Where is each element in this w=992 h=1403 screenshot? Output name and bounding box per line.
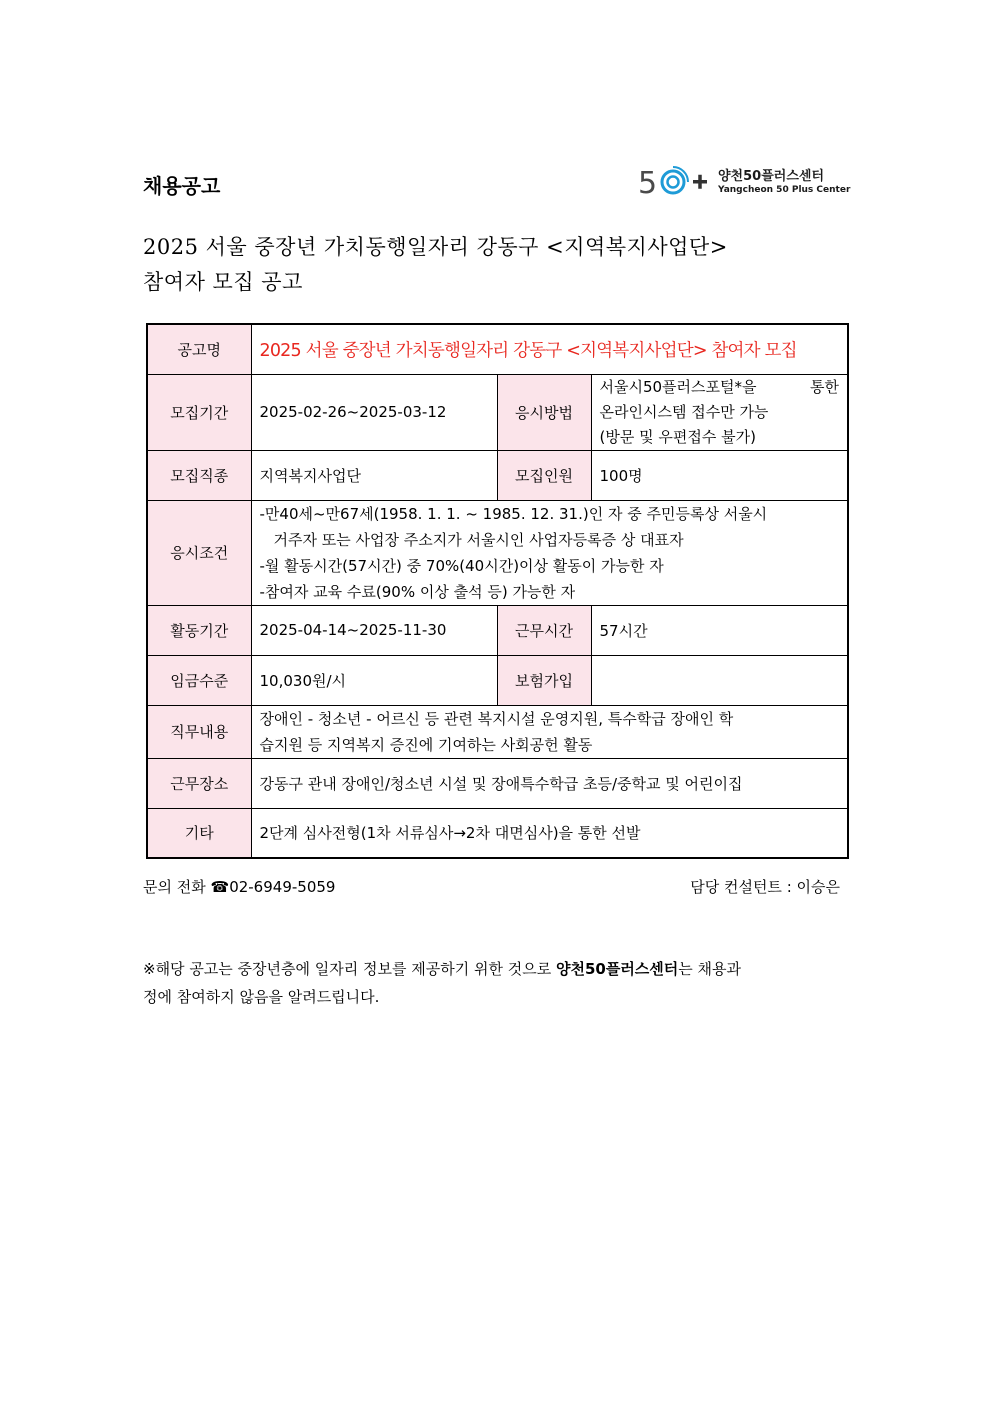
- headcount-value: 100명: [591, 450, 848, 500]
- table-row: [147, 808, 848, 858]
- job-info-table: [146, 323, 849, 859]
- table-row: [147, 605, 848, 655]
- activity-period-label: 활동기간: [147, 605, 251, 655]
- conditions-label: 응시조건: [147, 500, 251, 605]
- phone-label: 문의 전화: [143, 878, 211, 896]
- disclaimer: [143, 955, 849, 1011]
- apply-method-line1a: 서울시50플러스포털*을: [599, 377, 757, 396]
- disclaimer-prefix: ※해당 공고는 중장년층에 일자리 정보를 제공하기 위한 것으로: [143, 960, 556, 978]
- logo-english-name: Yangcheon 50 Plus Center: [718, 184, 851, 195]
- headcount-label: 모집인원: [497, 450, 591, 500]
- work-hours-label: 근무시간: [497, 605, 591, 655]
- job-type-value: 지역복지사업단: [251, 450, 497, 500]
- table-row: [147, 705, 848, 758]
- center-logo: [638, 165, 850, 199]
- consultant-name: 담당 컨설턴트 : 이승은: [690, 878, 840, 896]
- condition-line: -참여자 교육 수료(90% 이상 출석 등) 가능한 자: [259, 582, 576, 601]
- table-row: [147, 758, 848, 808]
- duties-value: [251, 705, 848, 758]
- disclaimer-suffix: 는 채용과: [678, 960, 742, 978]
- job-type-label: 모집직종: [147, 450, 251, 500]
- recruit-period-label: 모집기간: [147, 374, 251, 450]
- telephone-icon: ☎: [210, 878, 230, 896]
- page-title: [143, 230, 728, 300]
- apply-method-line2: 온라인시스템 접수만 가능: [599, 402, 769, 421]
- title-line-1: 2025 서울 중장년 가치동행일자리 강동구 <지역복지사업단>: [143, 235, 728, 259]
- table-row: [147, 655, 848, 705]
- apply-method-line1b: 통한: [810, 377, 840, 396]
- apply-method-label: 응시방법: [497, 374, 591, 450]
- disclaimer-line2: 정에 참여하지 않음을 알려드립니다.: [143, 988, 380, 1006]
- condition-line: 거주자 또는 사업장 주소지가 서울시인 사업자등록증 상 대표자: [273, 530, 684, 549]
- location-value: 강동구 관내 장애인/청소년 시설 및 장애특수학급 초등/중학교 및 어린이집: [251, 758, 848, 808]
- conditions-value: [251, 500, 848, 605]
- condition-line: -만40세~만67세(1958. 1. 1. ~ 1985. 12. 31.)인 자 중 주민등록상 서울시: [259, 504, 768, 523]
- notice-name-label: 공고명: [147, 324, 251, 374]
- logo-korean-name: 양천50플러스센터: [718, 168, 824, 184]
- notice-name-value: 2025 서울 중장년 가치동행일자리 강동구 <지역복지사업단> 참여자 모집: [251, 324, 848, 374]
- table-row: [147, 374, 848, 450]
- location-label: 근무장소: [147, 758, 251, 808]
- wage-label: 임금수준: [147, 655, 251, 705]
- insurance-label: 보험가입: [497, 655, 591, 705]
- insurance-value: [591, 655, 848, 705]
- phone-number[interactable]: 02-6949-5059: [229, 878, 336, 896]
- duties-line: 습지원 등 지역복지 증진에 기여하는 사회공헌 활동: [259, 735, 593, 754]
- condition-line: -월 활동시간(57시간) 중 70%(40시간)이상 활동이 가능한 자: [259, 556, 664, 575]
- duties-label: 직무내용: [147, 705, 251, 758]
- document-type-label: 채용공고: [143, 174, 221, 198]
- duties-line: 장애인 - 청소년 - 어르신 등 관련 복지시설 운영지원, 특수학급 장애인 학: [259, 709, 734, 728]
- activity-period-value: 2025-04-14~2025-11-30: [251, 605, 497, 655]
- apply-method-line3: (방문 및 우편접수 불가): [599, 427, 756, 446]
- svg-text:5: 5: [638, 166, 658, 199]
- apply-method-value: [591, 374, 848, 450]
- recruit-period-value: 2025-02-26~2025-03-12: [251, 374, 497, 450]
- table-row: [147, 500, 848, 605]
- other-label: 기타: [147, 808, 251, 858]
- fifty-plus-logo-mark: [638, 165, 710, 199]
- table-row: [147, 324, 848, 374]
- contact-phone: [143, 876, 335, 897]
- disclaimer-center-name: 양천50플러스센터: [555, 960, 679, 978]
- table-row: [147, 450, 848, 500]
- wage-value: 10,030원/시: [251, 655, 497, 705]
- title-line-2: 참여자 모집 공고: [143, 270, 303, 294]
- work-hours-value: 57시간: [591, 605, 848, 655]
- other-value: 2단계 심사전형(1차 서류심사→2차 대면심사)을 통한 선발: [251, 808, 848, 858]
